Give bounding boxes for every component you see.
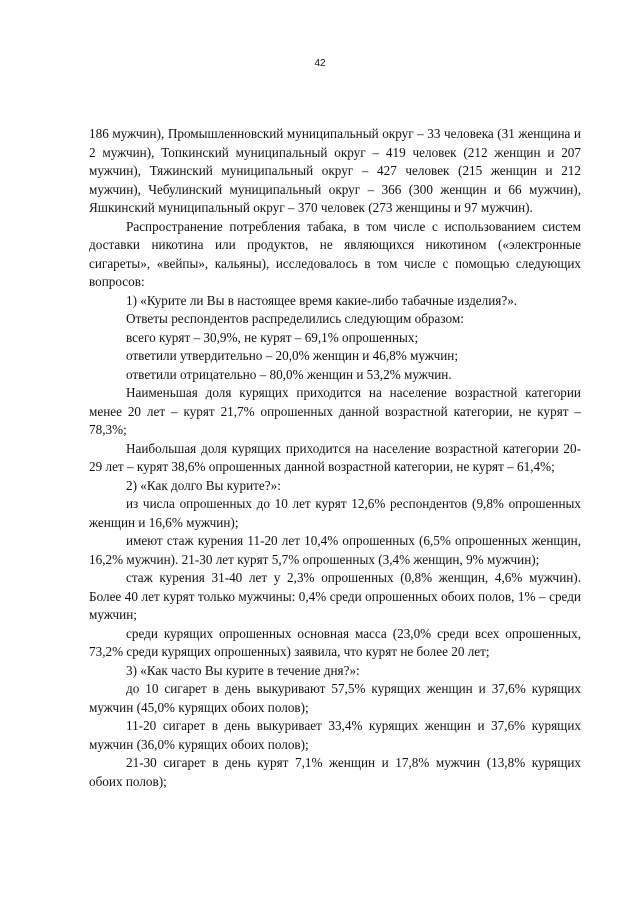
question-1-heading: 1) «Курите ли Вы в настоящее время какие-либо табачные изделия?». [126,292,518,308]
paragraph-answered-yes: ответили утвердительно – 20,0% женщин и 46,8% мужчин; [126,348,458,363]
question-3-heading: 3) «Как часто Вы курите в течение дня?»: [126,662,360,678]
paragraph-answers-intro: Ответы респондентов распределились следующим образом: [126,311,464,326]
paragraph-11-20-cigarettes: 11-20 сигарет в день выкуривает 33,4% курящих женщин и 37,6% курящих мужчин (36,0% курящих обоих полов); [89,718,581,752]
paragraph-total-smoking: всего курят – 30,9%, не курят – 69,1% опрошенных; [126,329,419,345]
paragraph-tobacco-intro: Распространение потребления табака, в том числе с использованием систем доставки никотина или продуктов, не являющихся никотином («электронные сигареты», «вейпы», кальяны), исследовалось в том числе с помощью следующих вопросов: [89,218,581,289]
paragraph-municipal-districts: 186 мужчин), Промышленновский муниципальный округ – 33 человека (31 женщина и 2 мужчин), Топкинский муниципальный округ – 419 человек (212 женщин и 207 мужчин), Тяжинский муниципальный округ – 427 человек (215 женщин и 212 мужчин), Чебулинский муниципальный округ – 366 (300 женщин и 66 мужчин), Яшкинский муниципальный округ – 370 человек (273 женщины и 97 мужчин). [89,126,581,215]
paragraph-up-to-10-cigarettes: до 10 сигарет в день выкуривают 57,5% курящих женщин и 37,6% курящих мужчин (45,0% курящих обоих полов); [89,681,581,715]
paragraph-main-mass: среди курящих опрошенных основная масса (23,0% среди всех опрошенных, 73,2% среди курящих опрошенных) заявила, что курят не более 20 лет; [89,625,581,659]
paragraph-21-30-cigarettes: 21-30 сигарет в день курят 7,1% женщин и 17,8% мужчин (13,8% курящих обоих полов); [89,755,581,789]
paragraph-lowest-share: Наименьшая доля курящих приходится на население возрастной категории менее 20 лет – курят 21,7% опрошенных данной возрастной категории, не курят – 78,3%; [89,385,581,437]
paragraph-up-to-10-years: из числа опрошенных до 10 лет курят 12,6% респондентов (9,8% опрошенных женщин и 16,6% мужчин); [89,496,581,530]
question-2-heading: 2) «Как долго Вы курите?»: [126,477,281,493]
page-number: 42 [314,58,326,69]
paragraph-11-30-years: имеют стаж курения 11-20 лет 10,4% опрошенных (6,5% опрошенных женщин, 16,2% мужчин). 21-30 лет курят 5,7% опрошенных (3,4% женщин, 9% мужчин); [89,533,581,567]
paragraph-answered-no: ответили отрицательно – 80,0% женщин и 53,2% мужчин. [126,366,452,382]
paragraph-31-40-years: стаж курения 31-40 лет у 2,3% опрошенных (0,8% женщин, 4,6% мужчин). Более 40 лет курят только мужчины: 0,4% среди опрошенных обоих полов, 1% – среди мужчин; [89,570,581,622]
document-body [89,125,581,791]
paragraph-highest-share: Наибольшая доля курящих приходится на население возрастной категории 20-29 лет – курят 38,6% опрошенных данной возрастной категории, не курят – 61,4%; [89,440,581,474]
